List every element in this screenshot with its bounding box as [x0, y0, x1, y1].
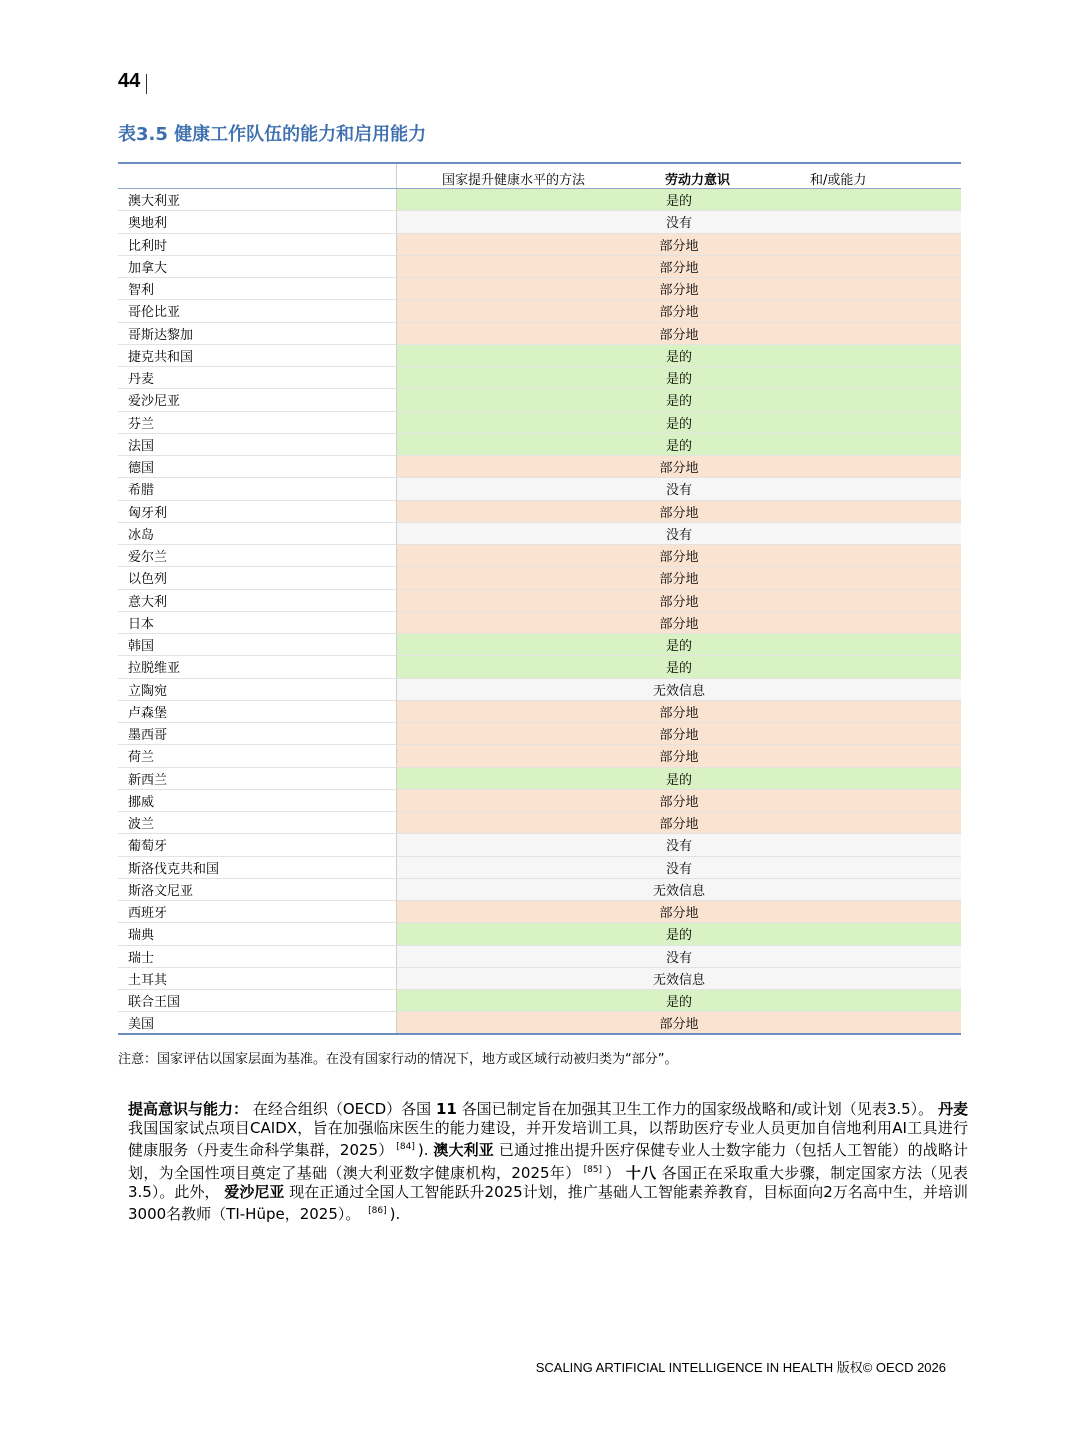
status-cell: 是的 — [397, 433, 962, 455]
table-row — [118, 433, 961, 455]
country-cell: 德国 — [118, 456, 397, 478]
table-row — [118, 456, 961, 478]
status-cell: 没有 — [397, 522, 962, 544]
country-cell: 葡萄牙 — [118, 834, 397, 856]
status-cell: 没有 — [397, 478, 962, 500]
reference-link[interactable]: [84] — [396, 1142, 415, 1153]
country-cell: 美国 — [118, 1012, 397, 1034]
country-cell: 希腊 — [118, 478, 397, 500]
table-row — [118, 567, 961, 589]
status-cell: 没有 — [397, 211, 962, 233]
table-row — [118, 1012, 961, 1034]
country-cell: 丹麦 — [118, 367, 397, 389]
status-cell: 部分地 — [397, 567, 962, 589]
country-cell: 爱尔兰 — [118, 545, 397, 567]
table-row — [118, 545, 961, 567]
country-cell: 澳大利亚 — [118, 189, 397, 211]
country-cell: 芬兰 — [118, 411, 397, 433]
table-row — [118, 344, 961, 366]
para-lead: 提高意识与能力： — [128, 1100, 249, 1118]
country-cell: 捷克共和国 — [118, 344, 397, 366]
para-eighteen: 十八 — [625, 1163, 657, 1182]
page-footer: SCALING ARTIFICIAL INTELLIGENCE IN HEALTH 版权© OECD 2026 — [535, 1360, 946, 1375]
country-cell: 意大利 — [118, 589, 397, 611]
country-cell: 波兰 — [118, 812, 397, 834]
table-row — [118, 255, 961, 277]
status-cell: 没有 — [397, 945, 962, 967]
table-row — [118, 901, 961, 923]
table-header-row — [118, 163, 961, 189]
country-cell: 斯洛文尼亚 — [118, 878, 397, 900]
country-cell: 联合王国 — [118, 990, 397, 1012]
country-cell: 爱沙尼亚 — [118, 389, 397, 411]
country-cell: 比利时 — [118, 233, 397, 255]
status-cell: 部分地 — [397, 812, 962, 834]
table-row — [118, 700, 961, 722]
status-cell: 部分地 — [397, 723, 962, 745]
table-row — [118, 923, 961, 945]
para-text: 现在正通过全国人工智能跃升2025计划，推广基础人工智能素养教育，目标面向2万名高中生，并培训3000名教师（TI-Hüpe，2025）。 — [128, 1182, 968, 1224]
status-cell: 是的 — [397, 344, 962, 366]
country-cell: 立陶宛 — [118, 678, 397, 700]
status-cell: 无效信息 — [397, 967, 962, 989]
status-cell: 是的 — [397, 656, 962, 678]
country-cell: 匈牙利 — [118, 500, 397, 522]
para-text: ） — [605, 1163, 626, 1182]
para-text: 我国国家试点项目CAIDX，旨在加强临床医生的能力建设，并开发培训工具，以帮助医疗专业人员更加自信地利用AI工具进行健康服务（丹麦生命科学集群，2025） — [128, 1119, 968, 1160]
table-row — [118, 278, 961, 300]
country-cell: 墨西哥 — [118, 723, 397, 745]
page-number: 44 — [118, 70, 141, 92]
status-cell: 部分地 — [397, 700, 962, 722]
country-cell: 冰岛 — [118, 522, 397, 544]
status-cell: 部分地 — [397, 500, 962, 522]
table-row — [118, 856, 961, 878]
table-note: 注意：国家评估以国家层面为基准。在没有国家行动的情况下，地方或区域行动被归类为“部分”。 — [118, 1052, 678, 1067]
table-row — [118, 611, 961, 633]
body-paragraph — [128, 1100, 968, 1224]
status-cell: 是的 — [397, 189, 962, 211]
header-country-blank — [118, 163, 397, 189]
table-row — [118, 789, 961, 811]
country-cell: 拉脱维亚 — [118, 656, 397, 678]
status-cell: 部分地 — [397, 1012, 962, 1034]
para-text: 各国已制定旨在加强其卫生工作力的国家级战略和/或计划（见表3.5）。 — [456, 1100, 938, 1118]
country-cell: 法国 — [118, 433, 397, 455]
table-row — [118, 500, 961, 522]
status-cell: 部分地 — [397, 456, 962, 478]
status-cell: 是的 — [397, 411, 962, 433]
status-cell: 部分地 — [397, 322, 962, 344]
status-cell: 部分地 — [397, 745, 962, 767]
para-text: 各国正在采取重大步骤，制定国家方法（见表3.5）。此外， — [128, 1163, 968, 1201]
status-cell: 部分地 — [397, 901, 962, 923]
header-capability: 和/或能力 — [810, 173, 867, 188]
country-cell: 哥伦比亚 — [118, 300, 397, 322]
para-count: 11 — [435, 1100, 457, 1118]
status-cell: 是的 — [397, 767, 962, 789]
table-row — [118, 211, 961, 233]
status-cell: 部分地 — [397, 589, 962, 611]
status-cell: 部分地 — [397, 255, 962, 277]
table-row — [118, 767, 961, 789]
table-row — [118, 322, 961, 344]
table-row — [118, 656, 961, 678]
status-cell: 是的 — [397, 634, 962, 656]
country-cell: 卢森堡 — [118, 700, 397, 722]
header-approach: 国家提升健康水平的方法 — [442, 173, 586, 188]
table-row — [118, 945, 961, 967]
status-cell: 没有 — [397, 834, 962, 856]
status-cell: 部分地 — [397, 789, 962, 811]
table-row — [118, 634, 961, 656]
country-cell: 挪威 — [118, 789, 397, 811]
status-cell: 部分地 — [397, 611, 962, 633]
para-text: ). — [417, 1141, 434, 1160]
page-number-divider — [146, 74, 147, 94]
status-cell: 没有 — [397, 856, 962, 878]
table-row — [118, 878, 961, 900]
table-row — [118, 189, 961, 211]
country-cell: 以色列 — [118, 567, 397, 589]
table-row — [118, 522, 961, 544]
country-cell: 韩国 — [118, 634, 397, 656]
reference-link[interactable]: [85] — [583, 1164, 603, 1175]
country-cell: 荷兰 — [118, 745, 397, 767]
table-row — [118, 411, 961, 433]
table-row — [118, 300, 961, 322]
status-cell: 是的 — [397, 990, 962, 1012]
status-cell: 是的 — [397, 367, 962, 389]
status-cell: 无效信息 — [397, 878, 962, 900]
para-text: 在经合组织（OECD）各国 — [248, 1100, 436, 1118]
para-estonia: 爱沙尼亚 — [224, 1182, 285, 1201]
header-workforce-awareness: 劳动力意识 — [665, 173, 731, 188]
reference-link[interactable]: [86] — [368, 1206, 387, 1217]
table-body — [118, 189, 961, 1035]
country-cell: 土耳其 — [118, 967, 397, 989]
table-title: 表3.5 健康工作队伍的能力和启用能力 — [118, 124, 427, 145]
status-cell: 是的 — [397, 923, 962, 945]
table-row — [118, 678, 961, 700]
table-row — [118, 478, 961, 500]
country-cell: 哥斯达黎加 — [118, 322, 397, 344]
country-cell: 西班牙 — [118, 901, 397, 923]
status-cell: 部分地 — [397, 233, 962, 255]
para-text: ). — [389, 1205, 401, 1224]
country-cell: 奥地利 — [118, 211, 397, 233]
status-cell: 部分地 — [397, 300, 962, 322]
table-row — [118, 233, 961, 255]
table-row — [118, 834, 961, 856]
country-cell: 日本 — [118, 611, 397, 633]
table-row — [118, 389, 961, 411]
table-row — [118, 589, 961, 611]
table-row — [118, 990, 961, 1012]
para-australia: 澳大利亚 — [433, 1141, 494, 1160]
country-cell: 加拿大 — [118, 255, 397, 277]
country-cell: 斯洛伐克共和国 — [118, 856, 397, 878]
table-row — [118, 723, 961, 745]
country-cell: 瑞典 — [118, 923, 397, 945]
country-cell: 新西兰 — [118, 767, 397, 789]
table-row — [118, 367, 961, 389]
table-row — [118, 967, 961, 989]
para-text: 已通过推出提升医疗保健专业人士数字能力（包括人工智能）的战略计划，为全国性项目奠定了基础（澳大利亚数字健康机构，2025年） — [128, 1141, 968, 1182]
country-cell: 瑞士 — [118, 945, 397, 967]
country-cell: 智利 — [118, 278, 397, 300]
status-cell: 是的 — [397, 389, 962, 411]
status-cell: 部分地 — [397, 545, 962, 567]
capacity-table — [118, 162, 961, 1035]
para-denmark: 丹麦 — [937, 1100, 968, 1118]
table-row — [118, 812, 961, 834]
status-cell: 无效信息 — [397, 678, 962, 700]
status-cell: 部分地 — [397, 278, 962, 300]
table-row — [118, 745, 961, 767]
header-status — [397, 163, 962, 189]
